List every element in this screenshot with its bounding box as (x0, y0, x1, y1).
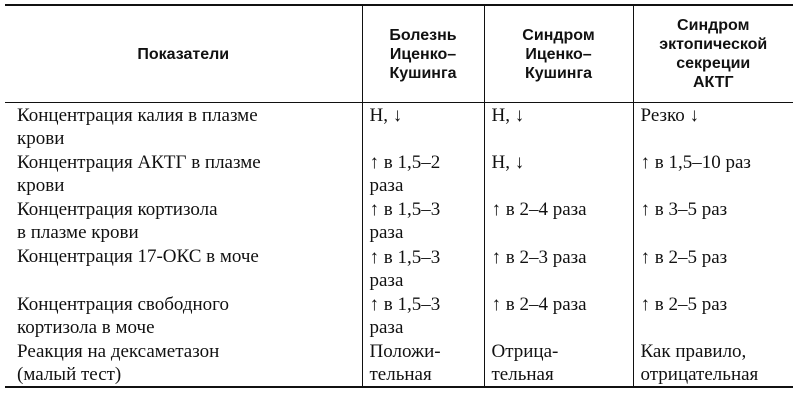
table-row (5, 197, 793, 244)
cell-indicator: Концентрация калия в плазме крови (17, 105, 258, 149)
cell-indicator: Концентрация кортизола в плазме крови (17, 199, 218, 243)
cell-disease: Положи- тельная (362, 339, 484, 387)
cell-indicator: Реакция на дексаметазон (малый тест) (17, 341, 220, 385)
cell-ectopic: ↑ в 3–5 раз (633, 197, 793, 244)
cell-indicator: Концентрация 17-ОКС в моче (17, 246, 259, 267)
header-ectopic-acth (633, 5, 793, 103)
header-cushing-syndrome (484, 5, 633, 103)
cell-disease: ↑ в 1,5–3 раза (362, 292, 484, 339)
cell-syndrome: Н, ↓ (484, 103, 633, 151)
cell-ectopic: Резко ↓ (633, 103, 793, 151)
cell-indicator: Концентрация свободного кортизола в моче (17, 294, 230, 338)
cell-ectopic: ↑ в 2–5 раз (633, 244, 793, 292)
table-row (5, 150, 793, 197)
cell-ectopic: Как правило, отрицательная (633, 339, 793, 387)
header-row (5, 5, 793, 103)
header-cushing-syndrome-label: Синдром Иценко– Кушинга (522, 26, 595, 82)
table-row (5, 292, 793, 339)
cell-disease: Н, ↓ (362, 103, 484, 151)
cell-syndrome: Отрица- тельная (484, 339, 633, 387)
cell-disease: ↑ в 1,5–3 раза (362, 197, 484, 244)
cell-ectopic: ↑ в 2–5 раз (633, 292, 793, 339)
header-indicators (5, 5, 362, 103)
cell-syndrome: ↑ в 2–4 раза (484, 197, 633, 244)
cell-ectopic: ↑ в 1,5–10 раз (633, 150, 793, 197)
table-row (5, 103, 793, 151)
table-header (5, 5, 793, 103)
header-ectopic-acth-label: Синдром эктопической секреции АКТГ (659, 17, 768, 91)
cell-disease: ↑ в 1,5–3 раза (362, 244, 484, 292)
cell-syndrome: ↑ в 2–3 раза (484, 244, 633, 292)
table-body (5, 103, 793, 388)
header-cushing-disease-label: Болезнь Иценко– Кушинга (389, 26, 457, 82)
header-cushing-disease (362, 5, 484, 103)
cell-syndrome: Н, ↓ (484, 150, 633, 197)
table-row (5, 339, 793, 387)
cell-syndrome: ↑ в 2–4 раза (484, 292, 633, 339)
table-row (5, 244, 793, 292)
cell-disease: ↑ в 1,5–2 раза (362, 150, 484, 197)
header-indicators-label: Показатели (137, 45, 230, 63)
comparison-table (5, 4, 793, 388)
cell-indicator: Концентрация АКТГ в плазме крови (17, 152, 261, 196)
